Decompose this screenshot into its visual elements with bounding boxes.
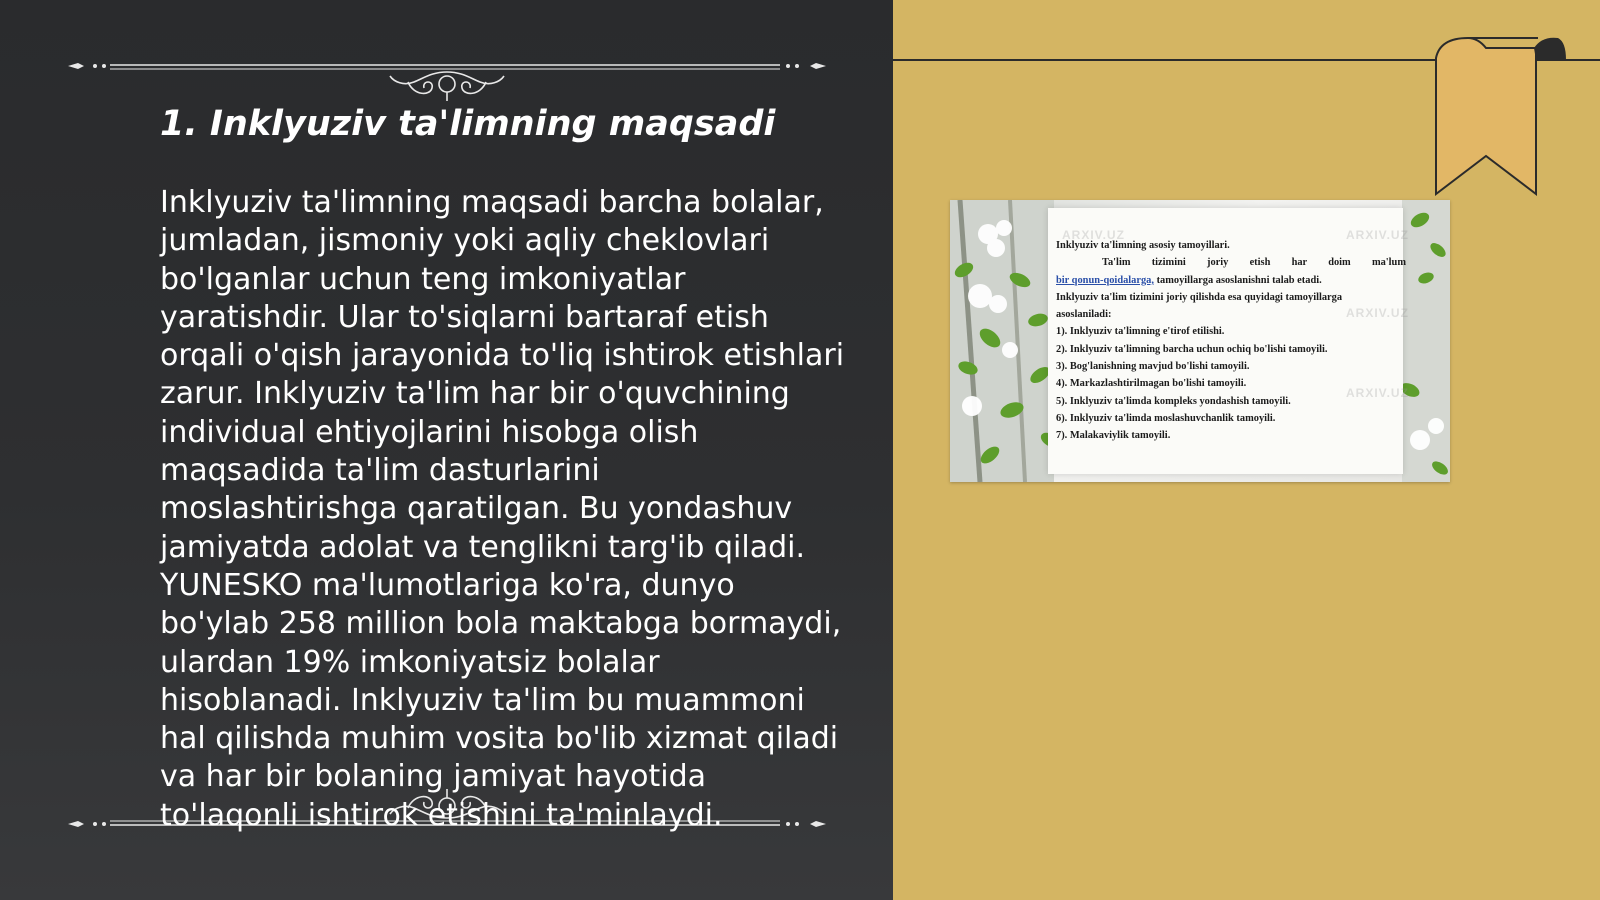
document-link-text: bir qonun-qoidalarga, <box>1056 274 1154 286</box>
watermark-text: ARXIV.UZ <box>1346 306 1409 320</box>
slide-title: 1. Inklyuziv ta'limning maqsadi <box>160 104 776 144</box>
bookmark-ribbon-icon <box>1434 34 1566 196</box>
document-list-item: 2). Inklyuziv ta'limning barcha uchun ochiq bo'lishi tamoyili. <box>1056 343 1328 355</box>
document-list-item: 3). Bog'lanishning mavjud bo'lishi tamoyili. <box>1056 361 1250 373</box>
document-paragraph-line: bir qonun-qoidalarga, tamoyillarga asoslanishni talab etadi. <box>1056 274 1322 286</box>
watermark-text: ARXIV.UZ <box>1346 386 1409 400</box>
document-list-item: 7). Malakaviylik tamoyili. <box>1056 430 1171 442</box>
document-paragraph-line: Ta'lim tizimini joriy etish har doim ma'lum <box>1102 257 1406 269</box>
document-list-item: 4). Markazlashtirilmagan bo'lishi tamoyili. <box>1056 378 1247 390</box>
document-heading: Inklyuziv ta'limning asosiy tamoyillari. <box>1056 240 1230 251</box>
slide-body-text: Inklyuziv ta'limning maqsadi barcha bolalar, jumladan, jismoniy yoki aqliy cheklovlari bo'lganlar uchun teng imkoniyatlar yaratishdir. Ular to'siqlarni bartaraf etish orqali o'qish jarayonida to'liq ishtirok etishlari zarur. Inklyuziv ta'lim har bir o'quvchining individual ehtiyojlarini hisobga olish maqsadida ta'lim dasturlarini moslashtirishga qaratilgan. Bu yondashuv jamiyatda adolat va tenglikni targ'ib qiladi. YUNESKO ma'lumotlariga ko'ra, dunyo bo'ylab 258 million bola maktabga bormaydi, ulardan 19% imkoniyatsiz bolalar hisoblanadi. Inklyuziv ta'lim bu muammoni hal qilishda muhim vosita bo'lib xizmat qiladi va har bir bolaning jamiyat hayotida to'laqonli ishtirok etishini ta'minlaydi. <box>160 185 845 833</box>
document-paragraph-line: Inklyuziv ta'lim tizimini joriy qilishda esa quyidagi tamoyillarga <box>1056 291 1343 303</box>
watermark-text: ARXIV.UZ <box>1346 228 1409 242</box>
document-list-item: 6). Inklyuziv ta'limda moslashuvchanlik tamoyili. <box>1056 412 1276 424</box>
document-paragraph-line: asoslaniladi: <box>1056 309 1112 321</box>
principles-document-image <box>950 200 1450 482</box>
watermark-text: ARXIV.UZ <box>1062 228 1125 242</box>
document-text <box>1056 237 1406 445</box>
document-list-item: 1). Inklyuziv ta'limning e'tirof etilishi. <box>1056 326 1225 338</box>
document-list-item: 5). Inklyuziv ta'limda kompleks yondashish tamoyili. <box>1056 395 1291 407</box>
top-ornament-divider <box>68 52 826 102</box>
